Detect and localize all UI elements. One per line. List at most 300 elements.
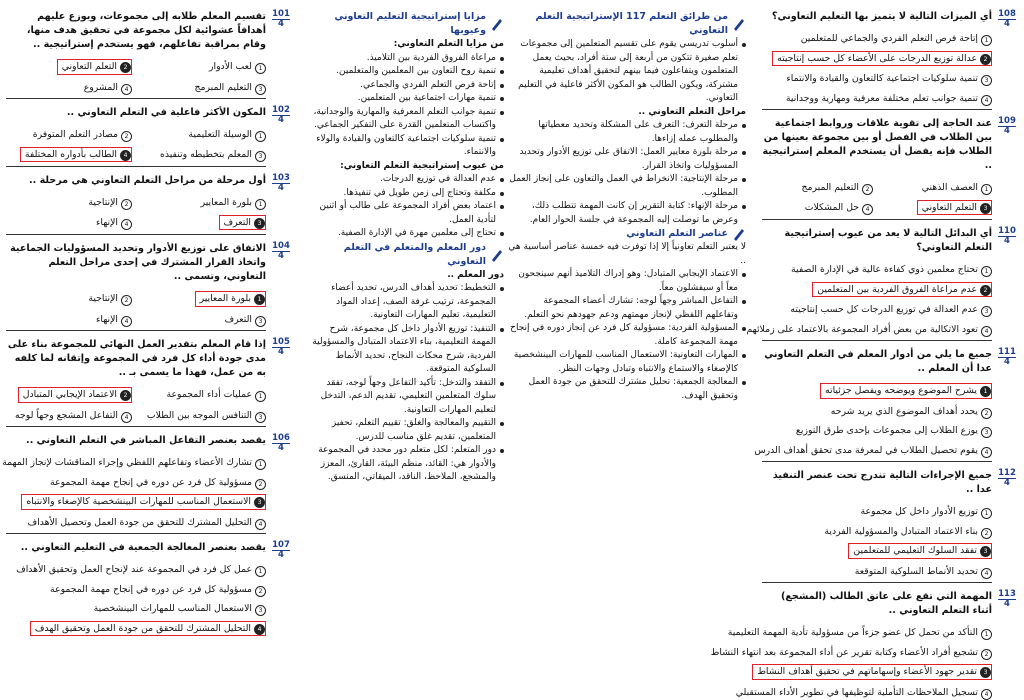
option-label: عمليات أداء المجموعة — [166, 389, 252, 400]
option-marker-icon: 1 — [255, 566, 266, 577]
answer-option[interactable] — [84, 82, 132, 93]
option-marker-icon: 1 — [255, 199, 266, 210]
answer-option[interactable] — [796, 425, 992, 436]
book-icon — [490, 248, 504, 262]
answer-option-row — [6, 122, 132, 142]
option-marker-icon: 3 — [254, 218, 265, 229]
option-label: حل المشكلات — [804, 201, 859, 213]
answer-option[interactable] — [16, 564, 266, 575]
question-number — [998, 469, 1016, 488]
option-label: عدالة توزيع الدرجات على الأعضاء كل حسب إنتاجيته — [777, 52, 977, 64]
answer-options — [6, 286, 266, 326]
answer-options — [762, 175, 992, 215]
question-number-sub: 4 — [1004, 478, 1010, 488]
question-block — [762, 117, 1016, 220]
bullet-item: إتاحة فرص التعلم الفردي والجماعي. — [309, 79, 504, 93]
separator — [6, 234, 266, 235]
option-marker-icon: 2 — [255, 479, 266, 490]
answer-option-row — [6, 307, 132, 327]
option-label: تحتاج معلمين ذوي كفاءة عالية في الإدارة الصفية — [791, 264, 978, 275]
answer-option-row — [757, 659, 992, 680]
question-block — [6, 242, 290, 331]
option-marker-icon: 1 — [254, 294, 265, 305]
option-marker-icon: 2 — [121, 295, 132, 306]
answer-options — [762, 499, 992, 578]
answer-option[interactable] — [855, 566, 992, 577]
answer-options — [6, 190, 266, 230]
question-number-value: 102 — [272, 105, 290, 115]
question-block — [6, 106, 290, 167]
option-marker-icon: 2 — [121, 131, 132, 142]
option-label: تنمية جوانب تعلم مختلفة معرفية ومهارية ووجدانية — [785, 92, 978, 104]
question-block — [762, 469, 1016, 583]
separator — [762, 461, 992, 462]
bullet-item: الاعتماد الإيجابي المتبادل: وهو إدراك التلاميذ أنهم سينجحون معاً أو سيفشلون معاً. — [508, 268, 746, 295]
separator — [6, 166, 266, 167]
questions-column-left — [2, 9, 290, 646]
option-label: الاعتماد الإيجابي المتبادل — [22, 389, 117, 400]
option-marker-icon: 4 — [121, 412, 132, 423]
answer-option-row — [140, 54, 266, 75]
question-number-sub: 4 — [278, 251, 284, 261]
answer-option-row — [6, 142, 132, 163]
answer-option[interactable] — [736, 687, 992, 698]
option-label: الإنتاجية — [88, 293, 118, 304]
separator — [762, 340, 992, 341]
question-block — [754, 347, 1016, 462]
answer-option-row — [762, 418, 992, 438]
answer-option-row — [762, 559, 992, 579]
question-block — [2, 433, 290, 534]
bullet-item: مرحلة الإنهاء: كتابة التقرير إن كانت المهمة تتطلب ذلك، وعرض ما توصلت إليه المجموعة في جلسة الحوار العام. — [508, 200, 746, 227]
answer-option-row — [6, 489, 266, 510]
answer-option[interactable] — [791, 264, 992, 275]
option-label: الوسيلة التعليمية — [188, 129, 252, 140]
bullet-item: المهارات التعاونية: الاستعمال المناسب للمهارات البينشخصية كالإصغاء والاستماع والانتباه وتبادل وجهات النظر. — [508, 349, 746, 376]
question-text: المهمة التي تقع على عاتق الطالب (المشجع) أثناء التعلم التعاوني .. — [780, 591, 992, 616]
answer-option[interactable] — [167, 389, 266, 400]
answer-option-row — [727, 620, 992, 640]
correct-answer-option[interactable] — [195, 291, 266, 307]
question-number — [998, 227, 1016, 246]
bullet-item: دور المتعلم: لكل متعلم دور محدد في المجموعة والأدوار هي: القائد، منظم البيئة، القارئ، المعزز والمشجع، الملاحظ، الناقد، الميقاتي، المنسق. — [309, 444, 504, 485]
answer-option[interactable] — [50, 584, 266, 595]
bullet-item: المسؤولية الفردية: مسؤولية كل فرد عن إنجاز دوره في إنجاح مهمة المجموعة كاملة. — [508, 322, 746, 349]
answer-options — [710, 620, 992, 699]
correct-answer-option[interactable] — [20, 147, 132, 163]
answer-option-row — [6, 510, 266, 530]
answer-option-row — [762, 277, 992, 298]
option-marker-icon: 2 — [981, 649, 992, 660]
bullet-item: اعتماد بعض أفراد المجموعة على طالب أو اثنين لتأدية العمل. — [309, 200, 504, 227]
option-marker-icon: 1 — [981, 508, 992, 519]
separator — [6, 426, 266, 427]
option-marker-icon: 1 — [981, 629, 992, 640]
answer-options — [762, 26, 992, 105]
answer-option[interactable] — [225, 314, 266, 325]
answer-option-row — [6, 470, 266, 490]
question-text: أي البدائل التالية لا يعد من عيوب إستراتيجية التعلم التعاوني؟ — [784, 228, 992, 253]
question-number — [998, 348, 1016, 367]
option-marker-icon: 4 — [981, 326, 992, 337]
option-marker-icon: 1 — [980, 386, 991, 397]
question-text: أول مرحلة من مراحل التعلم التعاوني هي مرحلة .. — [28, 175, 266, 186]
option-label: العصف الذهني — [921, 182, 978, 193]
answer-option[interactable] — [96, 314, 132, 325]
answer-option[interactable] — [711, 647, 992, 658]
option-label: لعب الأدوار — [209, 61, 252, 72]
option-label: الإنتاجية — [88, 197, 118, 208]
correct-answer-option[interactable] — [30, 621, 266, 637]
option-label: توزيع الأدوار داخل كل مجموعة — [860, 506, 978, 517]
option-marker-icon: 1 — [255, 391, 266, 402]
option-label: يقوم تحصيل الطلاب في لمعرفة مدى تحقق أهداف الدرس — [754, 444, 978, 456]
answer-option[interactable] — [2, 457, 266, 468]
option-label: التعليم المبرمج — [194, 81, 252, 93]
question-text: أي الميزات التالية لا يتميز بها التعليم التعاوني؟ — [771, 11, 992, 22]
section-heading — [309, 241, 504, 269]
bullet-item: التخطيط: تحديد أهداف الدرس، تحديد أعضاء المجموعة، ترتيب غرفة الصف، إعداد المواد التعليمية، تعليم المهارات التعاونية. — [309, 282, 504, 323]
answer-option[interactable] — [754, 445, 992, 456]
answer-option-row — [140, 307, 266, 327]
option-label: تعود الاتكالية من بعض أفراد المجموعة بالاعتماد على زملائهم — [746, 323, 978, 335]
answer-option[interactable] — [147, 410, 266, 421]
option-marker-icon: 1 — [981, 35, 992, 46]
option-marker-icon: 2 — [981, 408, 992, 419]
question-number-sub: 4 — [278, 19, 284, 29]
answer-option[interactable] — [747, 324, 993, 335]
answer-option[interactable] — [802, 182, 873, 193]
answer-option-row — [6, 210, 132, 231]
option-label: تحديد الأنماط السلوكية المتوقعة — [854, 565, 978, 577]
answer-option-row — [762, 175, 873, 195]
question-number-sub: 4 — [1004, 236, 1010, 246]
answer-option[interactable] — [790, 304, 992, 315]
question-number — [998, 10, 1016, 29]
option-label: الإنهاء — [96, 216, 118, 228]
answer-option-row — [762, 399, 992, 419]
option-label: إتاحة فرص التعلم الفردي والجماعي للمتعلمين — [800, 33, 978, 44]
question-number-sub: 4 — [278, 347, 284, 357]
answer-option-row — [140, 286, 266, 307]
option-label: تفقد السلوك التعليمي للمتعلمين — [853, 545, 977, 556]
answer-option-row — [6, 577, 266, 597]
question-number-value: 108 — [998, 9, 1016, 19]
correct-answer-option[interactable] — [772, 51, 992, 67]
option-label: تسجيل الملاحظات التأملية لتوظيفها في تطوير الأداء المستقبلي — [735, 686, 978, 698]
answer-option-row — [140, 382, 266, 403]
bullet-item: مكلفة وتحتاج إلى زمن طويل في تنفيذها. — [309, 187, 504, 201]
answer-option[interactable] — [33, 129, 132, 140]
answer-option-row — [881, 195, 992, 216]
option-marker-icon: 3 — [981, 306, 992, 317]
option-marker-icon: 1 — [255, 63, 266, 74]
question-number-value: 101 — [272, 9, 290, 19]
option-marker-icon: 3 — [255, 316, 266, 327]
answer-option-row — [762, 195, 873, 216]
bullet-item: التنفيذ: توزيع الأدوار داخل كل مجموعة، شرح المهمة التعليمية، بناء الاعتماد المتبادل والمسؤولية الفردية، شرح محكات النجاح، تحديد الأنماط السلوكية المتوقعة. — [309, 323, 504, 377]
option-marker-icon: 3 — [255, 412, 266, 423]
question-number-value: 113 — [998, 589, 1016, 599]
option-marker-icon: 2 — [980, 285, 991, 296]
answer-option[interactable] — [28, 517, 267, 528]
option-label: المعلم بتخطيطه وتنفيذه — [159, 148, 252, 160]
question-number-sub: 4 — [1004, 126, 1010, 136]
option-marker-icon: 1 — [255, 131, 266, 142]
answer-option-row — [6, 190, 132, 210]
correct-answer-option[interactable] — [848, 543, 992, 559]
question-number — [272, 541, 290, 560]
option-marker-icon: 2 — [120, 390, 131, 401]
section-heading-text: دور المعلم والمتعلم في التعلم التعاوني — [343, 241, 486, 267]
bullet-item: تنمية سلوكيات اجتماعية كالتعاون والقيادة والولاء والانتماء. — [309, 133, 504, 160]
question-text: تقسيم المعلم طلابه إلى مجموعات، ويوزع عليهم أهدافاً عشوائية لكل مجموعة في تحقيق هدف منها، وقام بمراقبة تفاعلهم، فهو يستخدم إستراتيجية .. — [26, 11, 266, 50]
answer-options — [6, 122, 266, 162]
bullet-item: تنمية جوانب التعلم المعرفية والمهارية والوجدانية، واكتساب المتعلمين القدرة على التفكير الجماعي. — [309, 106, 504, 133]
pencil-icon — [732, 17, 746, 31]
option-label: التحليل المشترك للتحقق من جودة العمل وتحقيق الهدف — [34, 622, 251, 634]
answer-option-row — [881, 175, 992, 195]
subheading: مراحل التعلم التعاوني .. — [638, 106, 746, 117]
option-label: التعليم المبرمج — [801, 182, 859, 193]
option-label: بلورة المعايير — [199, 293, 251, 304]
question-number-value: 103 — [272, 173, 290, 183]
question-number — [272, 10, 290, 29]
answer-option[interactable] — [831, 406, 992, 417]
separator — [762, 582, 992, 583]
subheading: من مزايا التعلم التعاوني: — [393, 39, 504, 49]
question-text: يقصد بعنصر المعالجة الجمعية في التعليم التعاوني .. — [20, 542, 266, 553]
question-block — [710, 589, 1016, 699]
answer-option-row — [140, 190, 266, 210]
option-label: التعلم التعاوني — [921, 201, 977, 213]
question-number — [272, 106, 290, 125]
option-marker-icon: 3 — [254, 497, 265, 508]
bullet-item: أسلوب تدريسي يقوم على تقسيم المتعلمين إلى مجموعات تعلم صغيرة تتكون من أربعة إلى ستة أفراد، بحيث يعمل المتعلمون ويتفاعلون فيما بينهم لتحقيق أهداف تعليمية مشتركة، ويكون الطالب هو المكون الأكثر فاعلية في التعليم التعاوني. — [508, 38, 746, 106]
question-number-value: 112 — [998, 468, 1016, 478]
answer-option[interactable] — [922, 182, 992, 193]
question-text: عند الحاجة إلى تقوية علاقات وروابط اجتماعية بين الطلاب في الفصل أو بين مجموعة بعينها من الطلاب فإنه يفضل أن يستخدم المعلم إستراتيجية .. — [762, 118, 992, 171]
option-label: عدم مراعاة الفروق الفردية بين المتعلمين — [817, 283, 977, 295]
correct-answer-option[interactable] — [812, 282, 992, 298]
question-number-value: 104 — [272, 241, 290, 251]
bullet-item: تنمية مهارات اجتماعية بين المتعلمين. — [309, 92, 504, 106]
answer-option[interactable] — [861, 506, 993, 517]
answer-option-row — [140, 142, 266, 163]
answer-option-row — [140, 75, 266, 95]
answer-options — [746, 257, 992, 336]
notes-column-strategy — [508, 10, 746, 646]
question-number-sub: 4 — [1004, 357, 1010, 367]
option-label: الاستعمال المناسب للمهارات البينشخصية — [93, 603, 252, 614]
question-number-sub: 4 — [1004, 19, 1010, 29]
question-number — [272, 434, 290, 453]
answer-option-row — [140, 210, 266, 231]
pen-icon — [490, 17, 504, 31]
correct-answer-option[interactable] — [917, 200, 992, 216]
question-block — [6, 174, 290, 235]
answer-option[interactable] — [786, 73, 992, 84]
answer-option-row — [762, 86, 992, 106]
answer-option-row — [762, 66, 992, 86]
question-number — [272, 174, 290, 193]
answer-option-row — [6, 403, 132, 423]
pin-icon — [732, 227, 746, 241]
question-text: يقصد بعنصر التفاعل المباشر في التعلم التعاوني .. — [26, 435, 266, 446]
answer-option-row — [762, 26, 992, 46]
questions-column-right — [710, 9, 1016, 698]
answer-option-row — [735, 680, 992, 700]
answer-option[interactable] — [96, 217, 132, 228]
answer-option[interactable] — [94, 603, 266, 614]
option-label: الطالب بأدواره المختلفة — [24, 148, 117, 160]
bullet-item: تحتاج إلى معلمين مهرة في الإدارة الصفية. — [309, 227, 504, 241]
answer-options — [754, 378, 992, 457]
answer-option[interactable] — [728, 627, 992, 638]
question-block — [746, 226, 1016, 341]
option-label: التعرف — [223, 216, 251, 228]
question-block — [6, 338, 290, 427]
answer-option[interactable] — [824, 526, 992, 537]
separator — [762, 109, 992, 110]
question-block — [6, 541, 290, 636]
option-label: يشرح الموضوع ويوضحه ويفصل جزئياته — [825, 385, 977, 396]
bullet-item: مرحلة بلورة معايير العمل: الاتفاق على توزيع الأدوار وتحديد المسؤوليات واتخاذ القرار. — [508, 146, 746, 173]
bullet-item: مرحلة التعرف: التعرف على المشكلة وتحديد معطياتها والمطلوب عمله إزاءها. — [508, 119, 746, 146]
answer-option[interactable] — [88, 197, 132, 208]
answer-option[interactable] — [50, 477, 266, 488]
option-marker-icon: 2 — [862, 184, 873, 195]
answer-option[interactable] — [786, 93, 992, 104]
section-heading-text: من طرائق التعلم 117 الإستراتيجية التعلم التعاوني — [535, 11, 728, 36]
option-label: التنافس الموجه بين الطلاب — [146, 409, 252, 421]
option-marker-icon: 3 — [980, 546, 991, 557]
question-number-value: 111 — [998, 347, 1016, 357]
section-heading — [508, 10, 746, 38]
question-number-value: 107 — [272, 540, 290, 550]
answer-option-row — [754, 438, 992, 458]
option-marker-icon: 3 — [255, 151, 266, 162]
option-label: تقدير جهود الأعضاء وإسهاماتهم في تحقيق أهداف النشاط — [757, 666, 977, 677]
option-label: بلورة المعايير — [200, 197, 252, 208]
answer-options — [6, 382, 266, 422]
option-marker-icon: 2 — [255, 586, 266, 597]
question-text: الاتفاق على توزيع الأدوار وتحديد المسؤوليات الجماعية واتخاذ القرار المشترك في إحدى مراحل التعلم التعاوني، وتسمى .. — [10, 243, 266, 282]
correct-answer-option[interactable] — [57, 59, 132, 75]
answer-option[interactable] — [801, 33, 992, 44]
question-block — [762, 10, 1016, 110]
option-label: يحدد أهداف الموضوع الذي يريد شرحه — [830, 405, 978, 417]
question-number — [998, 117, 1016, 136]
option-label: تشارك الأعضاء وتفاعلهم اللفظي وإجراء المناقشات لإنجاز المهمة — [2, 457, 252, 468]
option-marker-icon: 2 — [121, 199, 132, 210]
answer-option[interactable] — [88, 293, 132, 304]
bullet-item: تنمية روح التعاون بين المعلمين والمتعلمين. — [309, 65, 504, 79]
bullet-item: التقييم والمعالجة والغلق: تقييم التعلم، تحفيز المتعلمين، تقديم غلق مناسب للدرس. — [309, 417, 504, 444]
answer-options — [6, 557, 266, 636]
option-label: عمل كل فرد في المجموعة عند لإنجاح العمل وتحقيق الأهداف — [16, 564, 252, 575]
answer-option-row — [762, 257, 992, 277]
option-label: التحليل المشترك للتحقق من جودة العمل وتحصيل الأهداف — [27, 516, 252, 528]
correct-answer-option[interactable] — [752, 664, 992, 680]
option-marker-icon: 3 — [981, 427, 992, 438]
option-marker-icon: 1 — [255, 459, 266, 470]
option-marker-icon: 2 — [981, 528, 992, 539]
answer-option[interactable] — [188, 129, 266, 140]
answer-option-row — [6, 557, 266, 577]
answer-option[interactable] — [201, 197, 266, 208]
option-label: مسؤولية كل فرد عن دوره في إنجاح مهمة المجموعة — [50, 476, 252, 488]
correct-answer-option[interactable] — [820, 383, 992, 399]
answer-option[interactable] — [15, 410, 132, 421]
answer-option-row — [762, 519, 992, 539]
option-label: التفاعل المشجع وجهاً لوجه — [15, 409, 118, 421]
section-heading-text: مزايا إستراتيجية التعليم التعاوني وعيوبها — [334, 11, 486, 36]
answer-option-row — [6, 286, 132, 307]
answer-option[interactable] — [195, 82, 266, 93]
option-marker-icon: 2 — [980, 54, 991, 65]
answer-option[interactable] — [209, 61, 266, 72]
section-heading-text: عناصر التعلم التعاوني — [626, 228, 728, 239]
option-marker-icon: 4 — [981, 568, 992, 579]
option-label: مصادر التعلم المتوفرة — [32, 129, 118, 140]
option-marker-icon: 4 — [981, 95, 992, 106]
question-number — [272, 242, 290, 261]
option-marker-icon: 4 — [121, 219, 132, 230]
correct-answer-option[interactable] — [18, 387, 132, 403]
answer-options — [2, 450, 266, 529]
question-block — [6, 10, 290, 99]
section-heading — [508, 227, 746, 241]
answer-option-row — [762, 538, 992, 559]
answer-option-row — [2, 450, 266, 470]
option-label: بناء الاعتماد المتبادل والمسؤولية الفردية — [824, 525, 978, 537]
option-marker-icon: 4 — [981, 689, 992, 700]
answer-option-row — [6, 54, 132, 75]
answer-option[interactable] — [805, 202, 873, 213]
question-number — [272, 338, 290, 357]
separator — [6, 330, 266, 331]
option-marker-icon: 3 — [980, 667, 991, 678]
question-number-sub: 4 — [278, 115, 284, 125]
correct-answer-option[interactable] — [21, 494, 266, 510]
bullet-item: المعالجة الجمعية: تحليل مشترك للتحقق من جودة العمل وتحقيق الهدف. — [508, 376, 746, 403]
bullet-item: عدم العدالة في توزيع الدرجات. — [309, 173, 504, 187]
notes-column-advantages — [309, 10, 504, 646]
question-text: إذا قام المعلم بتقدير العمل النهائي للمجموعة بناء على مدى جودة أداء كل فرد في المجموعة وإتقانه لما كلفه به من عمل، فهذا ما يسمى بـ .. — [7, 339, 266, 378]
subheading: من عيوب إستراتيجية التعلم التعاوني: — [340, 160, 504, 171]
section-heading — [309, 10, 504, 38]
answer-option-row — [6, 596, 266, 616]
option-label: الإنهاء — [96, 313, 118, 325]
option-label: التأكد من تحمل كل عضو جزءاً من مسؤولية تأدية المهمة التعليمية — [727, 627, 978, 638]
option-marker-icon: 3 — [981, 75, 992, 86]
answer-option[interactable] — [160, 149, 266, 160]
question-number-value: 109 — [998, 116, 1016, 126]
option-marker-icon: 1 — [981, 266, 992, 277]
question-number-sub: 4 — [278, 183, 284, 193]
option-marker-icon: 4 — [254, 624, 265, 635]
question-number — [998, 590, 1016, 609]
option-label: عدم العدالة في توزيع الدرجات كل حسب إنتاجيته — [790, 304, 978, 315]
correct-answer-option[interactable] — [219, 215, 266, 231]
answer-options — [6, 54, 266, 94]
question-number-sub: 4 — [278, 550, 284, 560]
answer-option-row — [140, 403, 266, 423]
answer-option-row — [746, 317, 992, 337]
separator — [6, 533, 266, 534]
question-number-value: 110 — [998, 226, 1016, 236]
